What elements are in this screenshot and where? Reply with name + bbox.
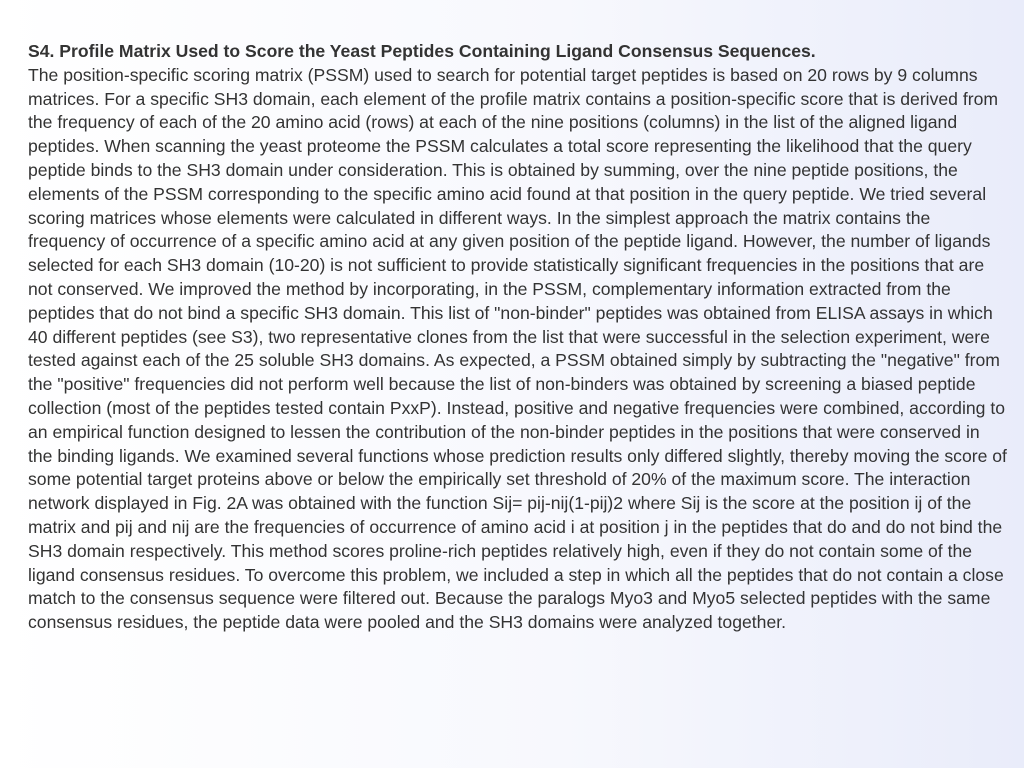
slide-title: S4. Profile Matrix Used to Score the Yeast Peptides Containing Ligand Consensus Sequences. <box>28 41 816 61</box>
slide-body-text: The position-specific scoring matrix (PSSM) used to search for potential target peptides is based on 20 rows by 9 columns matrices. For a specific SH3 domain, each element of the profile matrix contains a position-specific score that is derived from the frequency of each of the 20 amino acid (rows) at each of the nine positions (columns) in the list of the aligned ligand peptides. When scanning the yeast proteome the PSSM calculates a total score representing the likelihood that the query peptide binds to the SH3 domain under consideration. This is obtained by summing, over the nine peptide positions, the elements of the PSSM corresponding to the specific amino acid found at that position in the query peptide. We tried several scoring matrices whose elements were calculated in different ways. In the simplest approach the matrix contains the frequency of occurrence of a specific amino acid at any given position of the peptide ligand. However, the number of ligands selected for each SH3 domain (10-20) is not sufficient to provide statistically significant frequencies in the positions that are not conserved. We improved the method by incorporating, in the PSSM, complementary information extracted from the peptides that do not bind a specific SH3 domain. This list of "non-binder" peptides was obtained from ELISA assays in which 40 different peptides (see S3), two representative clones from the list that were successful in the selection experiment, were tested against each of the 25 soluble SH3 domains. As expected, a PSSM obtained simply by subtracting the "negative" from the "positive" frequencies did not perform well because the list of non-binders was obtained by screening a biased peptide collection (most of the peptides tested contain PxxP). Instead, positive and negative frequencies were combined, according to an empirical function designed to lessen the contribution of the non-binder peptides in the positions that were conserved in the binding ligands. We examined several functions whose prediction results only differed slightly, thereby moving the score of some potential target proteins above or below the empirically set threshold of 20% of the maximum score. The interaction network displayed in Fig. 2A was obtained with the function Sij= pij-nij(1-pij)2 where Sij is the score at the position ij of the matrix and pij and nij are the frequencies of occurrence of amino acid i at position j in the peptides that do and do not bind the SH3 domain respectively. This method scores proline-rich peptides relatively high, even if they do not contain some of the ligand consensus residues. To overcome this problem, we included a step in which all the peptides that do not contain a close match to the consensus sequence were filtered out. Because the paralogs Myo3 and Myo5 selected peptides with the same consensus residues, the peptide data were pooled and the SH3 domains were analyzed together. <box>28 64 1007 633</box>
